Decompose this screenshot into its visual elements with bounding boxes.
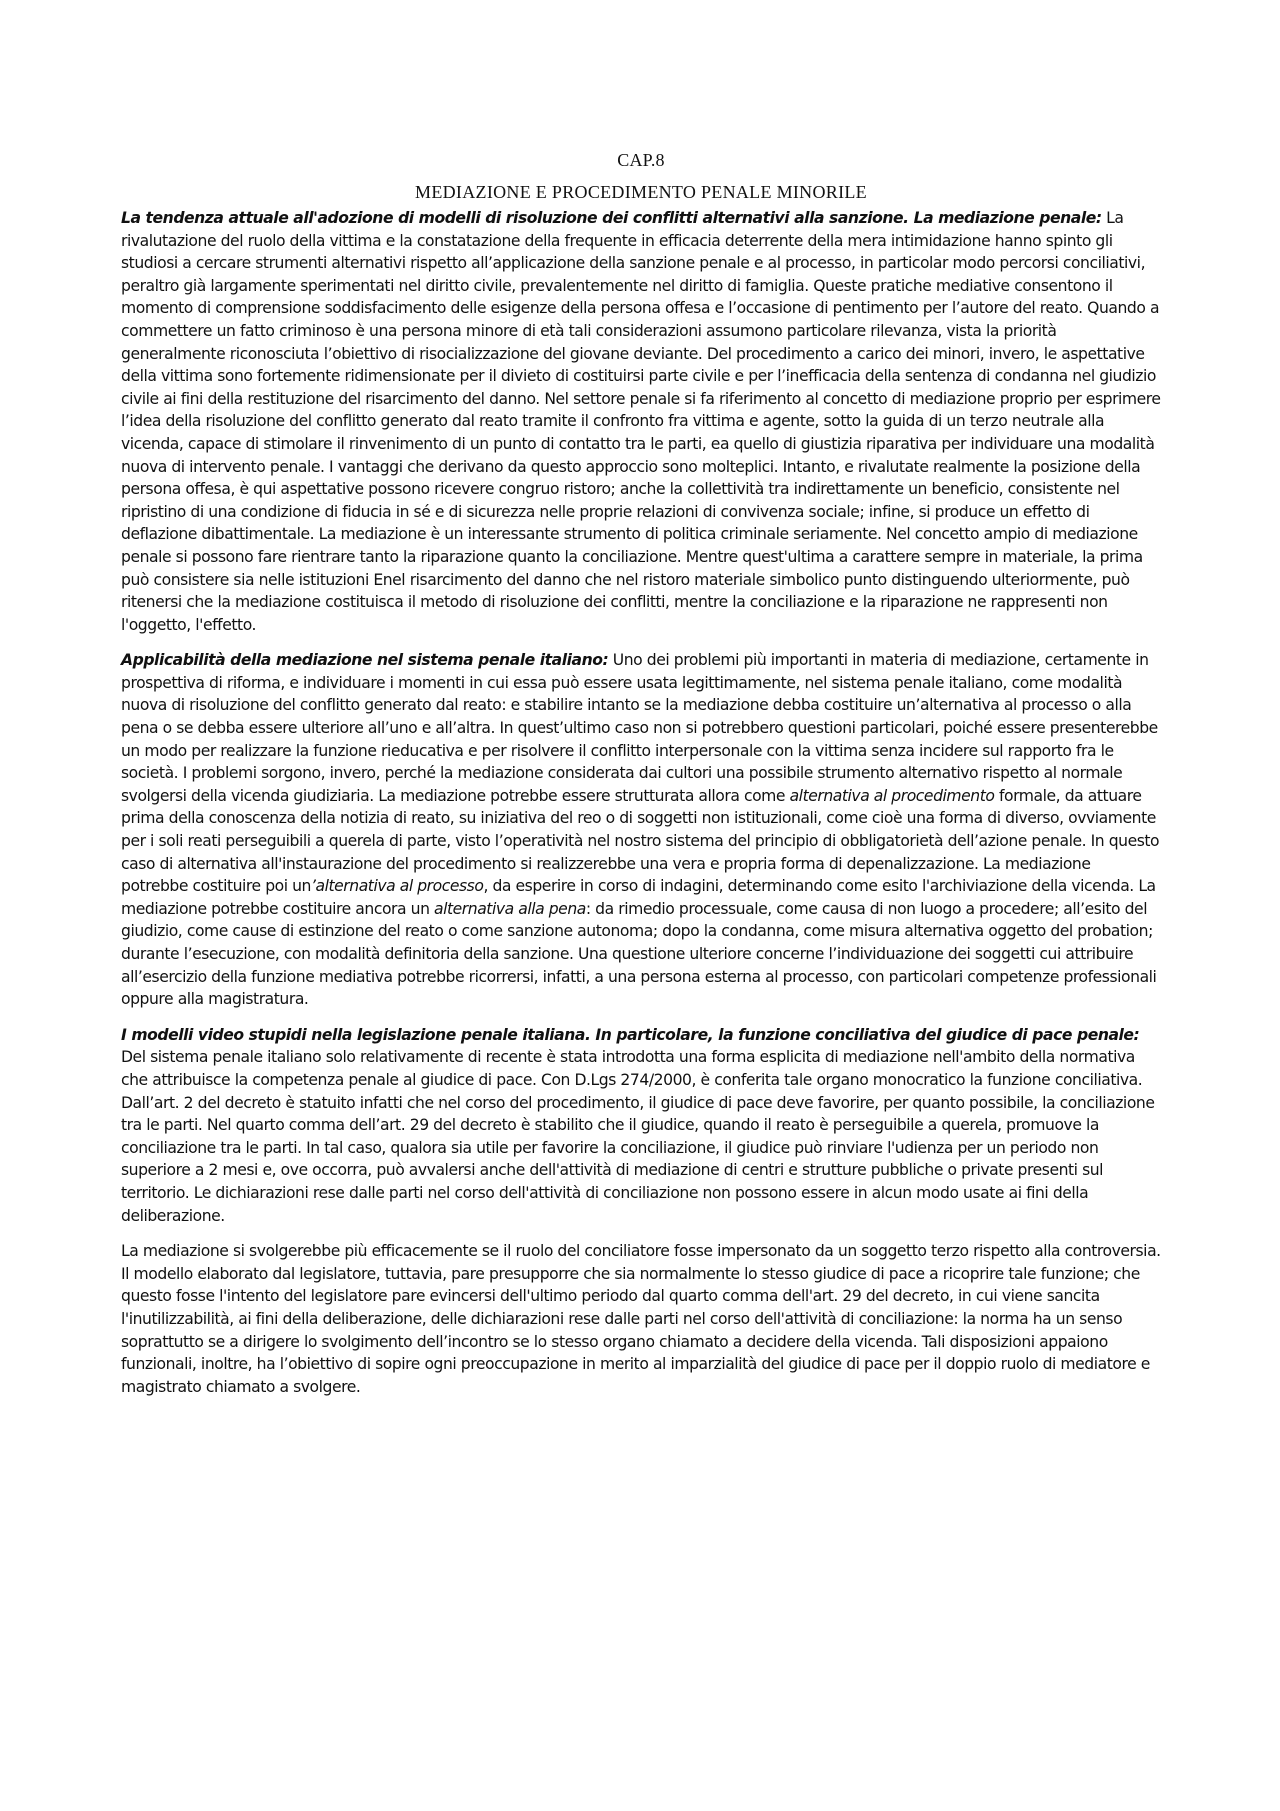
paragraph-giudice-di-pace bbox=[121, 1024, 1161, 1227]
emphasis-text: alternativa al procedimento bbox=[789, 786, 995, 805]
paragraph-text: : da rimedio processuale, come causa di non luogo a procedere; all’esito del giudizio, come cause di estinzione del reato o come sanzione autonoma; dopo la condanna, come misura alternativa oggetto del probation; durante l’esecuzione, con modalità definitoria della sanzione. Una questione ulteriore concerne l’individuazione dei soggetti cui attribuire all’esercizio della funzione mediativa potrebbe ricorrersi, infatti, a una persona esterna al processo, con particolari competenze professionali oppure alla magistratura. bbox=[121, 899, 1157, 1009]
paragraph-applicabilita bbox=[121, 649, 1161, 1011]
paragraph-text: La rivalutazione del ruolo della vittima e la constatazione della frequente in efficacia deterrente della mera intimidazione hanno spinto gli studiosi a cercare strumenti alternativi rispetto all’applicazione della sanzione penale e al processo, in particolar modo percorsi conciliativi, peraltro già largamente sperimentati nel diritto civile, prevalentemente nel diritto di famiglia. Queste pratiche mediative consentono il momento di comprensione soddisfacimento delle esigenze della persona offesa e l’occasione di pentimento per l’autore del reato. Quando a commettere un fatto criminoso è una persona minore di età tali considerazioni assumono particolare rilevanza, vista la priorità generalmente riconosciuta l’obiettivo di risocializzazione del giovane deviante. Del procedimento a carico dei minori, invero, le aspettative della vittima sono fortemente ridimensionate per il divieto di costituirsi parte civile e per l’inefficacia della sentenza di condanna nel giudizio civile ai fini della restituzione del risarcimento del danno. Nel settore penale si fa riferimento al concetto di mediazione proprio per esprimere l’idea della risoluzione del conflitto generato dal reato tramite il confronto fra vittima e agente, sotto la guida di un terzo neutrale alla vicenda, capace di stimolare il rinvenimento di un punto di contatto tra le parti, ea quello di giustizia riparativa per individuare una modalità nuova di intervento penale. I vantaggi che derivano da questo approccio sono molteplici. Intanto, e rivalutate realmente la posizione della persona offesa, è qui aspettative possono ricevere congruo ristoro; anche la collettività tra indirettamente un beneficio, consistente nel ripristino di una condizione di fiducia in sé e di sicurezza nelle proprie relazioni di convivenza sociale; infine, si produce un effetto di deflazione dibattimentale. La mediazione è un interessante strumento di politica criminale seriamente. Nel concetto ampio di mediazione penale si possono fare rientrare tanto la riparazione quanto la conciliazione. Mentre quest'ultima a carattere sempre in materiale, la prima può consistere sia nelle istituzioni Enel risarcimento del danno che nel ristoro materiale simbolico punto distinguendo ulteriormente, può ritenersi che la mediazione costituisca il metodo di risoluzione dei conflitti, mentre la conciliazione e la riparazione ne rappresenti non l'oggetto, l'effetto. bbox=[121, 209, 1161, 634]
paragraph-mediazione-penale bbox=[121, 207, 1161, 636]
paragraph-text: , da esperire in corso di indagini, determinando come esito l'archiviazione della vicenda. La mediazione potrebbe costituire ancora un bbox=[121, 877, 1156, 918]
document-page bbox=[121, 148, 1161, 1411]
paragraph-text: formale, da attuare prima della conoscenza della notizia di reato, su iniziativa del reo o di soggetti non istituzionali, come cioè una forma di diverso, ovviamente per i soli reati perseguibili a querela di parte, visto l’operatività nel nostro sistema del principio di obbligatorietà dell’azione penale. In questo caso di alternativa all'instaurazione del procedimento si realizzerebbe una vera e propria forma di depenalizzazione. La mediazione potrebbe costituire poi un bbox=[121, 786, 1160, 896]
emphasis-text: ’alternativa al processo bbox=[311, 877, 484, 896]
chapter-number: CAP.8 bbox=[617, 150, 665, 170]
paragraph-text: Del sistema penale italiano solo relativamente di recente è stata introdotta una forma esplicita di mediazione nell'ambito della normativa che attribuisce la competenza penale al giudice di pace. Con D.Lgs 274/2000, è conferita tale organo monocratico la funzione conciliativa. Dall’art. 2 del decreto è statuito infatti che nel corso del procedimento, il giudice di pace deve favorire, per quanto possibile, la conciliazione tra le parti. Nel quarto comma dell’art. 29 del decreto è stabilito che il giudice, quando il reato è perseguibile a querela, promuove la conciliazione tra le parti. In tal caso, qualora sia utile per favorire la conciliazione, il giudice può rinviare l'udienza per un periodo non superiore a 2 mesi e, ove occorra, può avvalersi anche dell'attività di mediazione di centri e strutture pubbliche o private presenti sul territorio. Le dichiarazioni rese dalle parti nel corso dell'attività di conciliazione non possono essere in alcun modo usate ai fini della deliberazione. bbox=[121, 1048, 1155, 1225]
paragraph-conciliatore bbox=[121, 1240, 1161, 1398]
paragraph-heading: La tendenza attuale all'adozione di modelli di risoluzione dei conflitti alternativi alla sanzione. La mediazione penale: bbox=[121, 209, 1102, 227]
chapter-title: MEDIAZIONE E PROCEDIMENTO PENALE MINORILE bbox=[415, 182, 867, 202]
paragraph-text: Uno dei problemi più importanti in materia di mediazione, certamente in prospettiva di riforma, e individuare i momenti in cui essa può essere usata legittimamente, nel sistema penale italiano, come modalità nuova di risoluzione del conflitto generato dal reato: e stabilire intanto se la mediazione debba costituire un’alternativa al processo o alla pena o se debba essere ulteriore all’uno e all’altra. In quest’ultimo caso non si potrebbero questioni particolari, poiché essere presenterebbe un modo per realizzare la funzione rieducativa e per risolvere il conflitto interpersonale con la vittima senza incidere sul rapporto fra le società. I problemi sorgono, invero, perché la mediazione considerata dai cultori una possibile strumento alternativo rispetto al normale svolgersi della vicenda giudiziaria. La mediazione potrebbe essere strutturata allora come bbox=[121, 651, 1158, 805]
paragraph-text: La mediazione si svolgerebbe più efficacemente se il ruolo del conciliatore fosse impersonato da un soggetto terzo rispetto alla controversia. Il modello elaborato dal legislatore, tuttavia, pare presupporre che sia normalmente lo stesso giudice di pace a ricoprire tale funzione; che questo fosse l'intento del legislatore pare evincersi dell'ultimo periodo dal quarto comma dell'art. 29 del decreto, in cui viene sancita l'inutilizzabilità, ai fini della deliberazione, delle dichiarazioni rese dalle parti nel corso dell'attività di conciliazione: la norma ha un senso soprattutto se a dirigere lo svolgimento dell’incontro se lo stesso organo chiamato a decidere della vicenda. Tali disposizioni appaiono funzionali, inoltre, ha l’obiettivo di sopire ogni preoccupazione in merito al imparzialità del giudice di pace per il doppio ruolo di mediatore e magistrato chiamato a svolgere. bbox=[121, 1242, 1161, 1396]
paragraph-heading: I modelli video stupidi nella legislazione penale italiana. In particolare, la funzione conciliativa del giudice di pace penale: bbox=[121, 1025, 1140, 1044]
emphasis-text: alternativa alla pena bbox=[434, 899, 586, 918]
paragraph-heading: Applicabilità della mediazione nel sistema penale italiano: bbox=[121, 651, 609, 670]
